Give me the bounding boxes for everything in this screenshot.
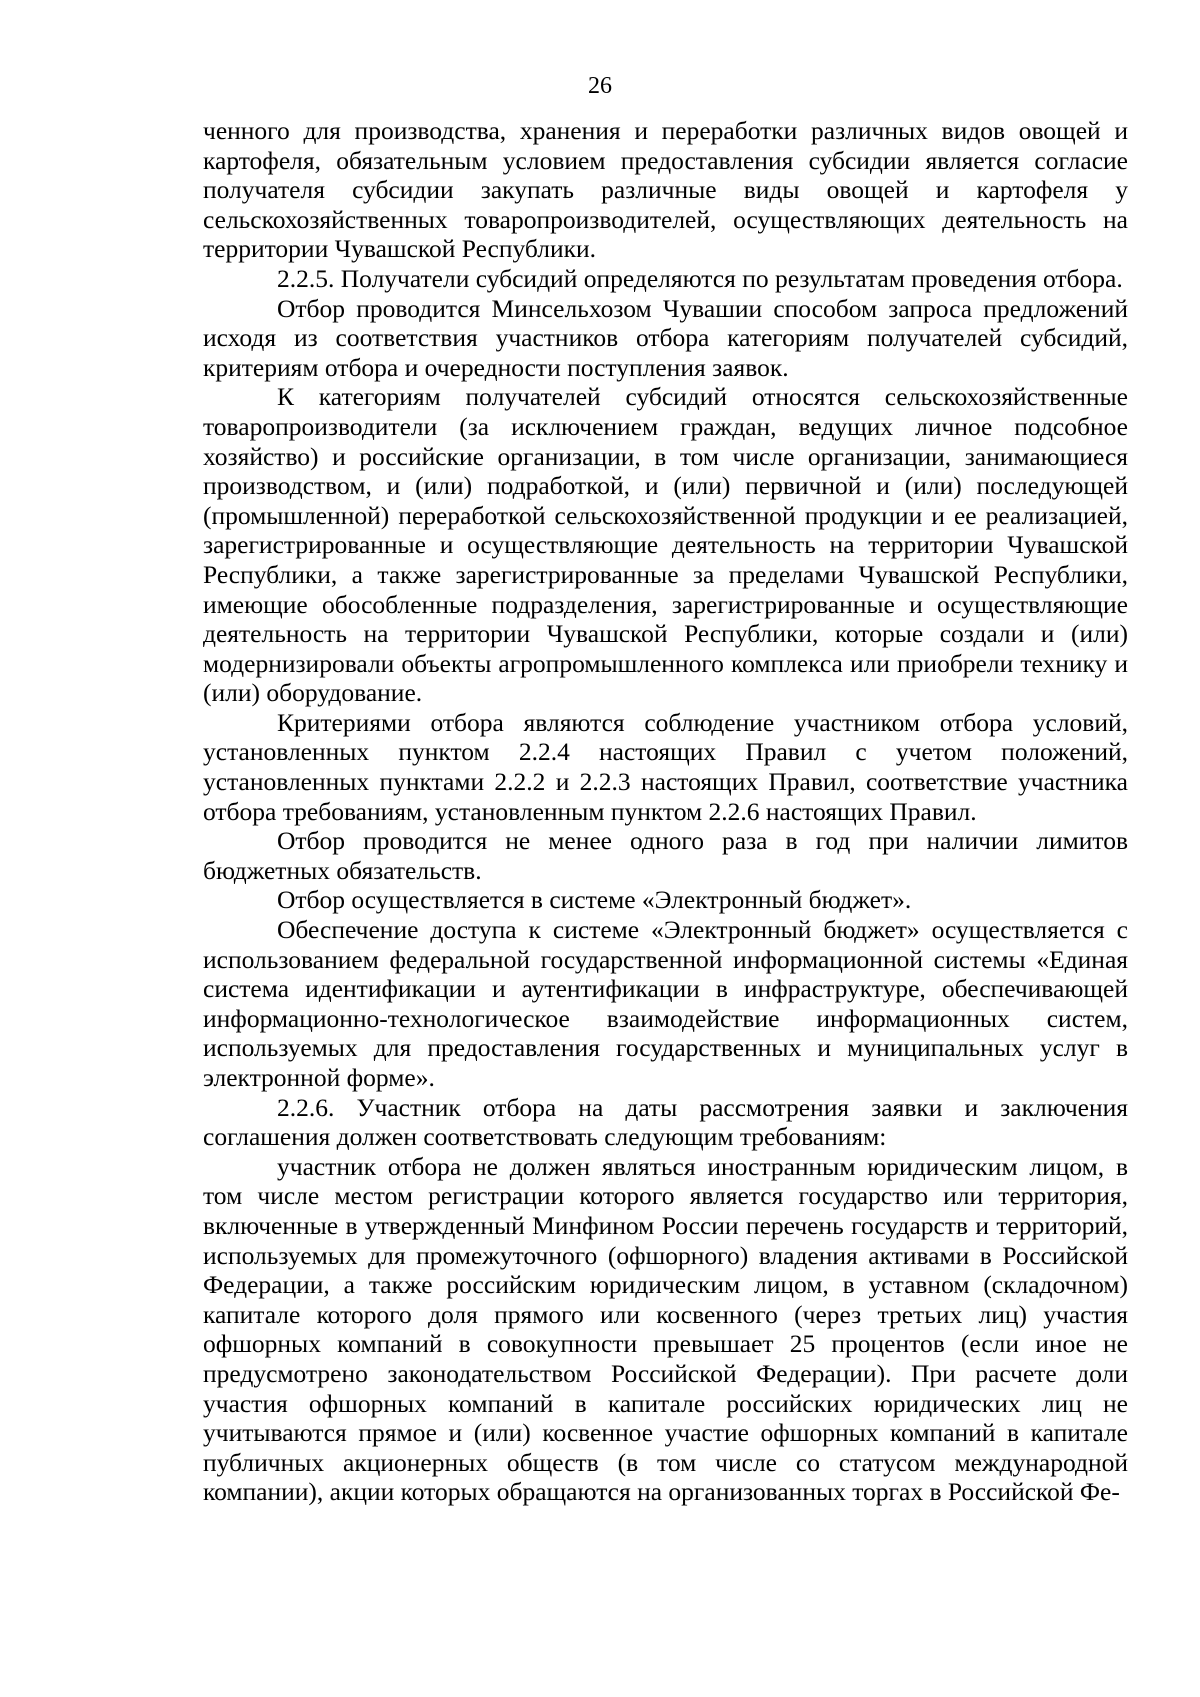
paragraph: Критериями отбора являются соблюдение участником отбора условий, установленных пунктом 2.2.4 настоящих Правил с учетом положений, установленных пунктами 2.2.2 и 2.2.3 настоящих Правил, соответствие участника отбора требованиям, установленным пунктом 2.2.6 настоящих Правил.: [203, 707, 1128, 826]
paragraph: 2.2.6. Участник отбора на даты рассмотрения заявки и заключения соглашения должен соответствовать следующим требованиям:: [203, 1092, 1128, 1152]
paragraph: Отбор проводится не менее одного раза в год при наличии лимитов бюджетных обязательств.: [203, 826, 1128, 885]
page-number: 26: [588, 73, 612, 99]
paragraph: Отбор осуществляется в системе «Электронный бюджет».: [277, 885, 912, 915]
document-body: [203, 116, 1128, 1507]
paragraph: Отбор проводится Минсельхозом Чувашии способом запроса предложений исходя из соответствия участников отбора категориям получателей субсидий, критериям отбора и очередности поступления заявок.: [203, 293, 1128, 382]
paragraph: Обеспечение доступа к системе «Электронный бюджет» осуществляется с использованием федеральной государственной информационной системы «Единая система идентификации и аутентификации в инфраструктуре, обеспечивающей информационно-технологическое взаимодействие информационных систем, используемых для предоставления государственных и муниципальных услуг в электронной форме».: [203, 915, 1128, 1092]
paragraph: участник отбора не должен являться иностранным юридическим лицом, в том числе местом регистрации которого является государство или территория, включенные в утвержденный Минфином России перечень государств и территорий, используемых для промежуточного (офшорного) владения активами в Российской Федерации, а также российским юридическим лицом, в уставном (складочном) капитале которого доля прямого или косвенного (через третьих лиц) участия офшорных компаний в совокупности превышает 25 процентов (если иное не предусмотрено законодательством Российской Федерации). При расчете доли участия офшорных компаний в капитале российских юридических лиц не учитываются прямое и (или) косвенное участие офшорных компаний в капитале публичных акционерных обществ (в том числе со статусом международной компании), акции которых обращаются на организованных торгах в Российской Фе-: [203, 1151, 1128, 1507]
paragraph: 2.2.5. Получатели субсидий определяются по результатам проведения отбора.: [277, 263, 1123, 293]
paragraph: К категориям получателей субсидий относятся сельскохозяйственные товаропроизводители (за исключением граждан, ведущих личное подсобное хозяйство) и российские организации, в том числе организации, занимающиеся производством, и (или) подработкой, и (или) первичной и (или) последующей (промышленной) переработкой сельскохозяйственной продукции и ее реализацией, зарегистрированные и осуществляющие деятельность на территории Чувашской Республики, а также зарегистрированные за пределами Чувашской Республики, имеющие обособленные подразделения, зарегистрированные и осуществляющие деятельность на территории Чувашской Республики, которые создали и (или) модернизировали объекты агропромышленного комплекса или приобрели технику и (или) оборудование.: [203, 382, 1128, 708]
paragraph: ченного для производства, хранения и переработки различных видов овощей и картофеля, обязательным условием предоставления субсидии является согласие получателя субсидии закупать различные виды овощей и картофеля у сельскохозяйственных товаропроизводителей, осуществляющих деятельность на территории Чувашской Республики.: [203, 116, 1128, 264]
